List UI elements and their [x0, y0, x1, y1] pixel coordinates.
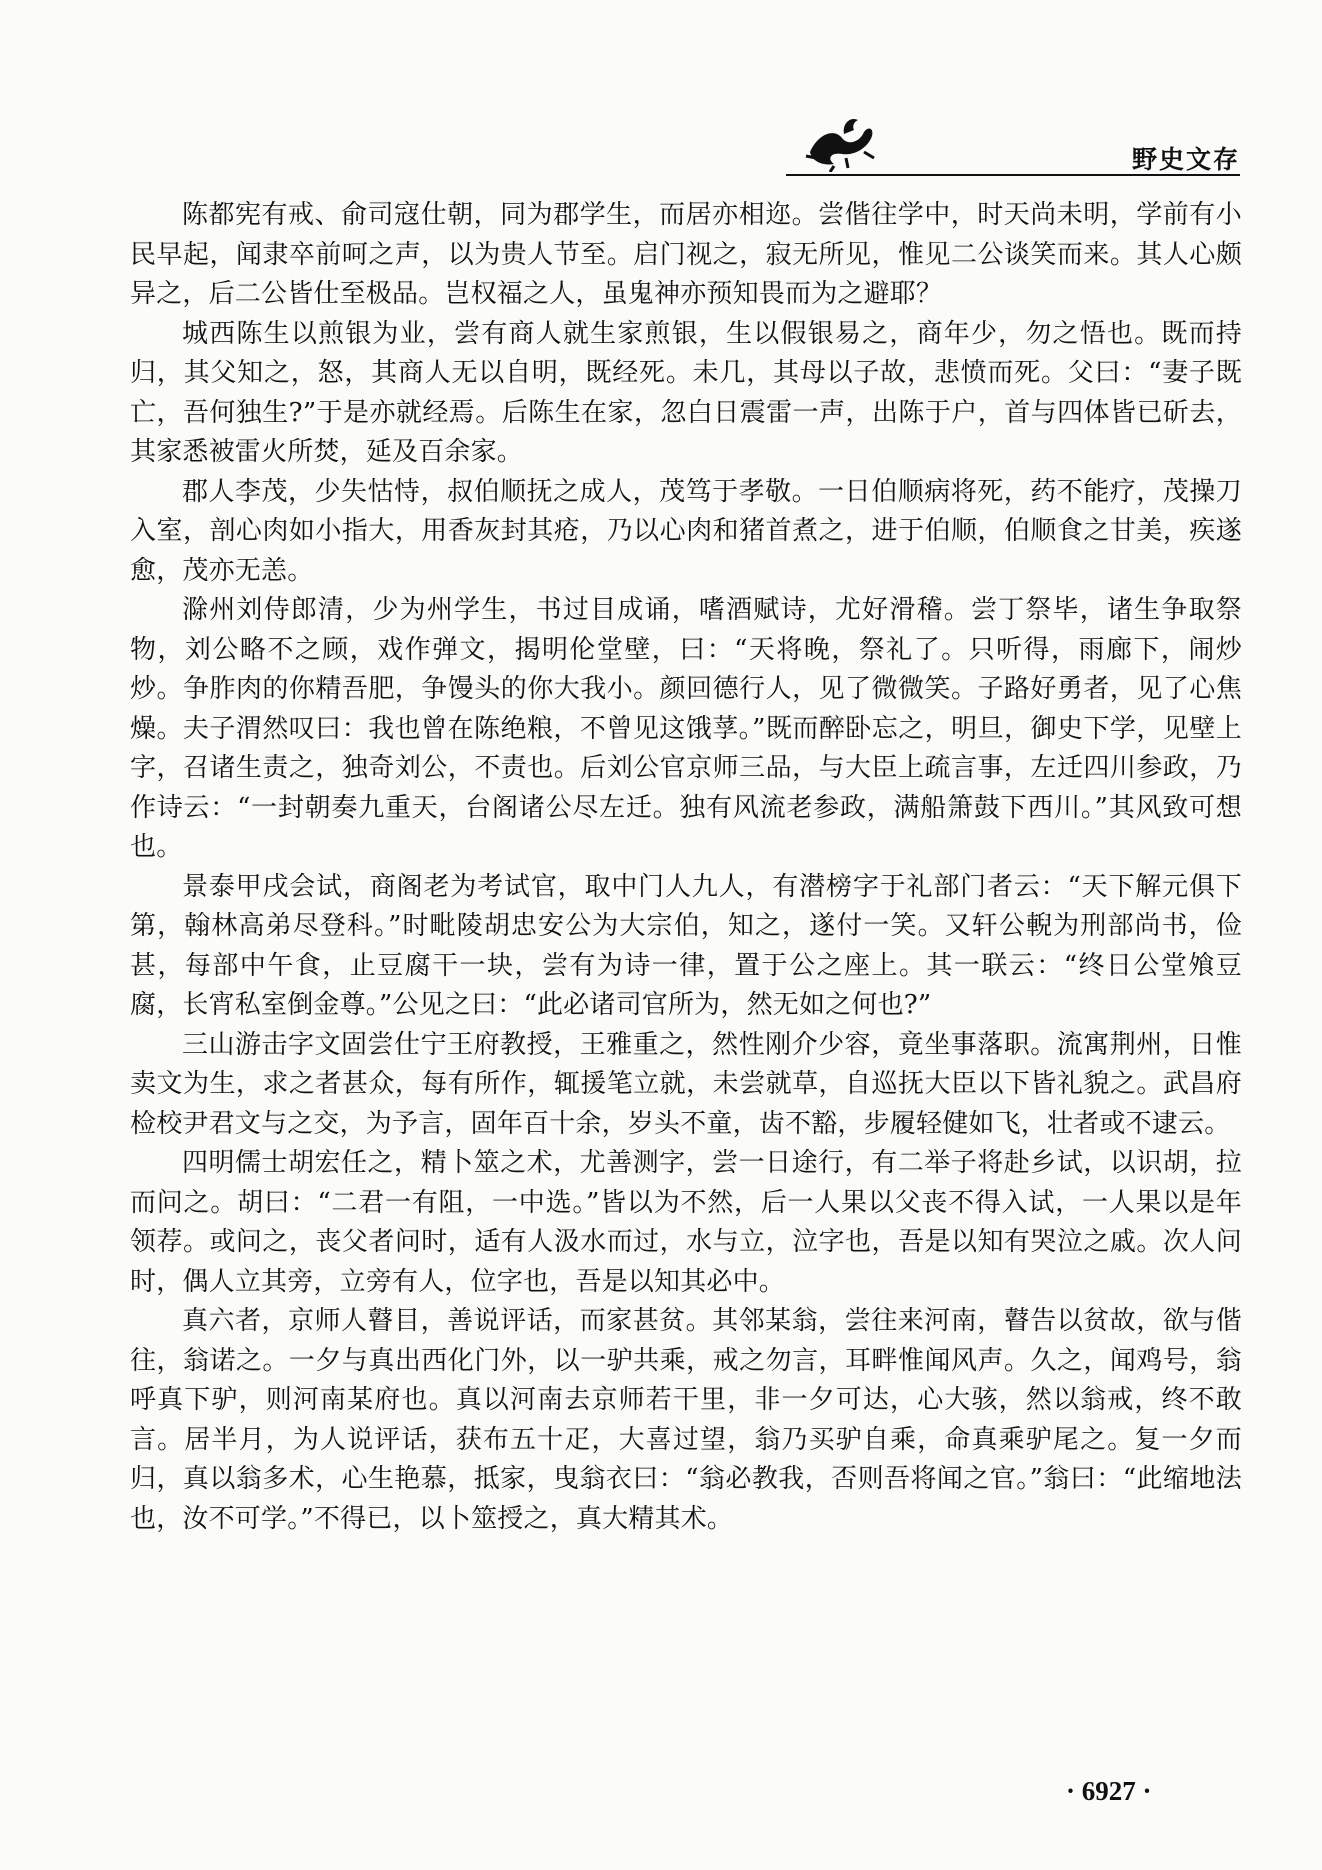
paragraph: 三山游击字文固尝仕宁王府教授，王雅重之，然性刚介少容，竟坐事落职。流寓荆州，日惟卖文为生，求之者甚众，每有所作，辄援笔立就，未尝就草，自巡抚大臣以下皆礼貌之。武昌府检校尹君文与之交，为予言，固年百十余，岁头不童，齿不豁，步履轻健如飞，壮者或不逮云。	[130, 1029, 1242, 1139]
paragraph: 真六者，京师人瞽目，善说评话，而家甚贫。其邻某翁，尝往来河南，瞽告以贫故，欲与偕往，翁诺之。一夕与真出西化门外，以一驴共乘，戒之勿言，耳畔惟闻风声。久之，闻鸡号，翁呼真下驴，则河南某府也。真以河南去京师若干里，非一夕可达，心大骇，然以翁戒，终不敢言。居半月，为人说评话，获布五十疋，大喜过望，翁乃买驴自乘，命真乘驴尾之。复一夕而归，真以翁多术，心生艳慕，抵家，曳翁衣曰：“翁必教我，否则吾将闻之官。”翁曰：“此缩地法也，汝不可学。”不得已，以卜筮授之，真大精其术。	[130, 1306, 1242, 1534]
paragraph: 滁州刘侍郎清，少为州学生，书过目成诵，嗜酒赋诗，尤好滑稽。尝丁祭毕，诸生争取祭物，刘公略不之顾，戏作弹文，揭明伦堂壁，曰：“天将晚，祭礼了。只听得，雨廊下，闹炒炒。争胙肉的你精吾肥，争馒头的你大我小。颜回德行人，见了微微笑。子路好勇者，见了心焦燥。夫子渭然叹曰：我也曾在陈绝粮，不曾见这饿莩。”既而醉卧忘之，明旦，御史下学，见壁上字，召诸生责之，独奇刘公，不责也。后刘公官京师三品，与大臣上疏言事，左迁四川参政，乃作诗云：“一封朝奏九重天，台阁诸公尽左迁。独有风流老参政，满船箫鼓下西川。”其风致可想也。	[130, 595, 1242, 862]
paragraph: 城西陈生以煎银为业，尝有商人就生家煎银，生以假银易之，商年少，勿之悟也。既而持归，其父知之，怒，其商人无以自明，既经死。未几，其母以子故，悲愤而死。父曰：“妻子既亡，吾何独生?”于是亦就经焉。后陈生在家，忽白日震雷一声，出陈于户，首与四体皆已斫去，其家悉被雷火所焚，延及百余家。	[130, 318, 1242, 467]
header-title: 野史文存	[1131, 145, 1240, 174]
paragraph: 四明儒士胡宏任之，精卜筮之术，尤善测字，尝一日途行，有二举子将赴乡试，以识胡，拉而问之。胡曰：“二君一有阻，一中选。”皆以为不然，后一人果以父丧不得入试，一人果以是年领荐。或问之，丧父者问时，适有人汲水而过，水与立，泣字也，吾是以知有哭泣之戚。次人问时，偶人立其旁，立旁有人，位字也，吾是以知其必中。	[130, 1148, 1242, 1297]
dragon-logo-icon	[804, 112, 876, 172]
page-number: · 6927 ·	[1066, 1776, 1152, 1806]
header-rule	[786, 174, 1240, 176]
running-header	[786, 112, 1240, 174]
body-text	[130, 196, 1242, 1539]
paragraph: 景泰甲戌会试，商阁老为考试官，取中门人九人，有潜榜字于礼部门者云：“天下解元俱下第，翰林高弟尽登科。”时毗陵胡忠安公为大宗伯，知之，遂付一笑。又轩公輗为刑部尚书，俭甚，每部中午食，止豆腐干一块，尝有为诗一律，置于公之座上。其一联云：“终日公堂飧豆腐，长宵私室倒金尊。”公见之曰：“此必诸司官所为，然无如之何也?”	[130, 871, 1242, 1020]
paragraph: 郡人李茂，少失怙恃，叔伯顺抚之成人，茂笃于孝敬。一日伯顺病将死，药不能疗，茂操刀入室，剖心肉如小指大，用香灰封其疮，乃以心肉和猪首煮之，进于伯顺，伯顺食之甘美，疾遂愈，茂亦无恙。	[130, 476, 1242, 586]
paragraph: 陈都宪有戒、俞司寇仕朝，同为郡学生，而居亦相迩。尝偕往学中，时天尚未明，学前有小民早起，闻隶卒前呵之声，以为贵人节至。启门视之，寂无所见，惟见二公谈笑而来。其人心颇异之，后二公皆仕至极品。岂权福之人，虽鬼神亦预知畏而为之避耶？	[130, 200, 1242, 309]
